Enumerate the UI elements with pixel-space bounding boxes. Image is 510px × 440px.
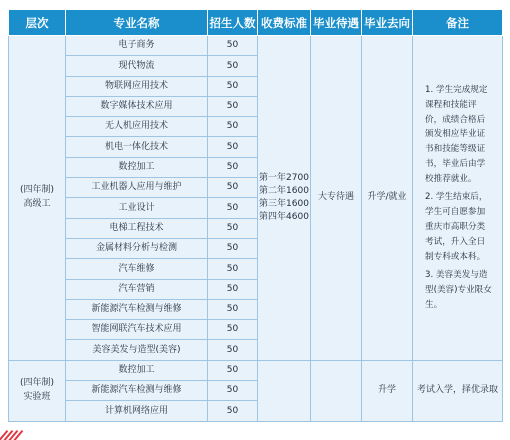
enrollment-count: 50 — [208, 157, 258, 177]
fee-year-2: 第二年1600 — [259, 185, 309, 196]
major-name: 计算机网络应用 — [66, 401, 208, 421]
header-level: 层次 — [9, 10, 66, 36]
major-name: 数控加工 — [66, 360, 208, 380]
enrollment-count: 50 — [208, 299, 258, 319]
major-name: 工业设计 — [66, 198, 208, 218]
header-treatment: 毕业待遇 — [311, 10, 362, 36]
group2-level-line1: (四年制) — [19, 377, 55, 388]
group2-level-line2: 实验班 — [23, 391, 51, 402]
enrollment-count: 50 — [208, 117, 258, 137]
enrollment-count: 50 — [208, 238, 258, 258]
corner-stripe-decoration — [0, 428, 24, 440]
enrollment-count: 50 — [208, 340, 258, 360]
enrollment-count: 50 — [208, 360, 258, 380]
major-name: 机电一体化技术 — [66, 137, 208, 157]
group2-treatment-cell — [311, 360, 362, 421]
group1-level-line1: (四年制) — [19, 184, 55, 195]
enrollment-count: 50 — [208, 96, 258, 116]
fee-year-3: 第三年1600 — [259, 198, 309, 209]
table-row — [9, 36, 503, 56]
group1-level-line2: 高级工 — [23, 198, 51, 209]
group2-fee-cell — [258, 360, 311, 421]
note-1: 1. 学生完成规定课程和技能评价，成绩合格后颁发相应毕业证书和技能等级证书，毕业后由学校推荐就业。 — [425, 85, 488, 184]
major-name: 汽车营销 — [66, 279, 208, 299]
major-name: 美容美发与造型(美容) — [66, 340, 208, 360]
major-name: 数字媒体技术应用 — [66, 96, 208, 116]
group2-destination-cell: 升学 — [362, 360, 413, 421]
major-name: 汽车维修 — [66, 259, 208, 279]
group1-level-cell — [9, 36, 66, 361]
enrollment-count: 50 — [208, 178, 258, 198]
major-name: 智能网联汽车技术应用 — [66, 320, 208, 340]
major-name: 数控加工 — [66, 157, 208, 177]
group1-fee-cell — [258, 36, 311, 361]
enrollment-count: 50 — [208, 401, 258, 421]
header-notes: 备注 — [413, 10, 503, 36]
header-destination: 毕业去向 — [362, 10, 413, 36]
major-name: 新能源汽车检测与维修 — [66, 299, 208, 319]
major-name: 工业机器人应用与维护 — [66, 178, 208, 198]
major-name: 物联网应用技术 — [66, 76, 208, 96]
major-name: 金属材料分析与检测 — [66, 238, 208, 258]
enrollment-count: 50 — [208, 137, 258, 157]
enrollment-count: 50 — [208, 279, 258, 299]
major-name: 新能源汽车检测与维修 — [66, 381, 208, 401]
enrollment-count: 50 — [208, 36, 258, 56]
table-row — [9, 360, 503, 380]
group2-notes-cell: 考试入学，择优录取 — [413, 360, 503, 421]
group1-notes-cell — [413, 36, 503, 361]
major-name: 电梯工程技术 — [66, 218, 208, 238]
enrollment-count: 50 — [208, 56, 258, 76]
note-2: 2. 学生结束后，学生可自愿参加重庆市高职分类考试，升入全日制专科或本科。 — [425, 192, 488, 262]
header-major: 专业名称 — [66, 10, 208, 36]
note-3: 3. 美容美发与造型(美容)专业限女生。 — [425, 270, 492, 310]
enrollment-count: 50 — [208, 381, 258, 401]
enrollment-count: 50 — [208, 320, 258, 340]
major-name: 电子商务 — [66, 36, 208, 56]
enrollment-count: 50 — [208, 198, 258, 218]
group1-destination-cell: 升学/就业 — [362, 36, 413, 361]
header-fee: 收费标准 — [258, 10, 311, 36]
header-enrollment: 招生人数 — [208, 10, 258, 36]
fee-year-4: 第四年4600 — [259, 211, 309, 222]
major-name: 现代物流 — [66, 56, 208, 76]
group2-level-cell — [9, 360, 66, 421]
enrollment-count: 50 — [208, 76, 258, 96]
enrollment-table — [8, 9, 503, 422]
group1-treatment-cell: 大专待遇 — [311, 36, 362, 361]
header-row — [9, 10, 503, 36]
enrollment-count: 50 — [208, 259, 258, 279]
cut-off-title-strip — [0, 0, 510, 9]
major-name: 无人机应用技术 — [66, 117, 208, 137]
enrollment-count: 50 — [208, 218, 258, 238]
fee-year-1: 第一年2700 — [259, 172, 309, 183]
